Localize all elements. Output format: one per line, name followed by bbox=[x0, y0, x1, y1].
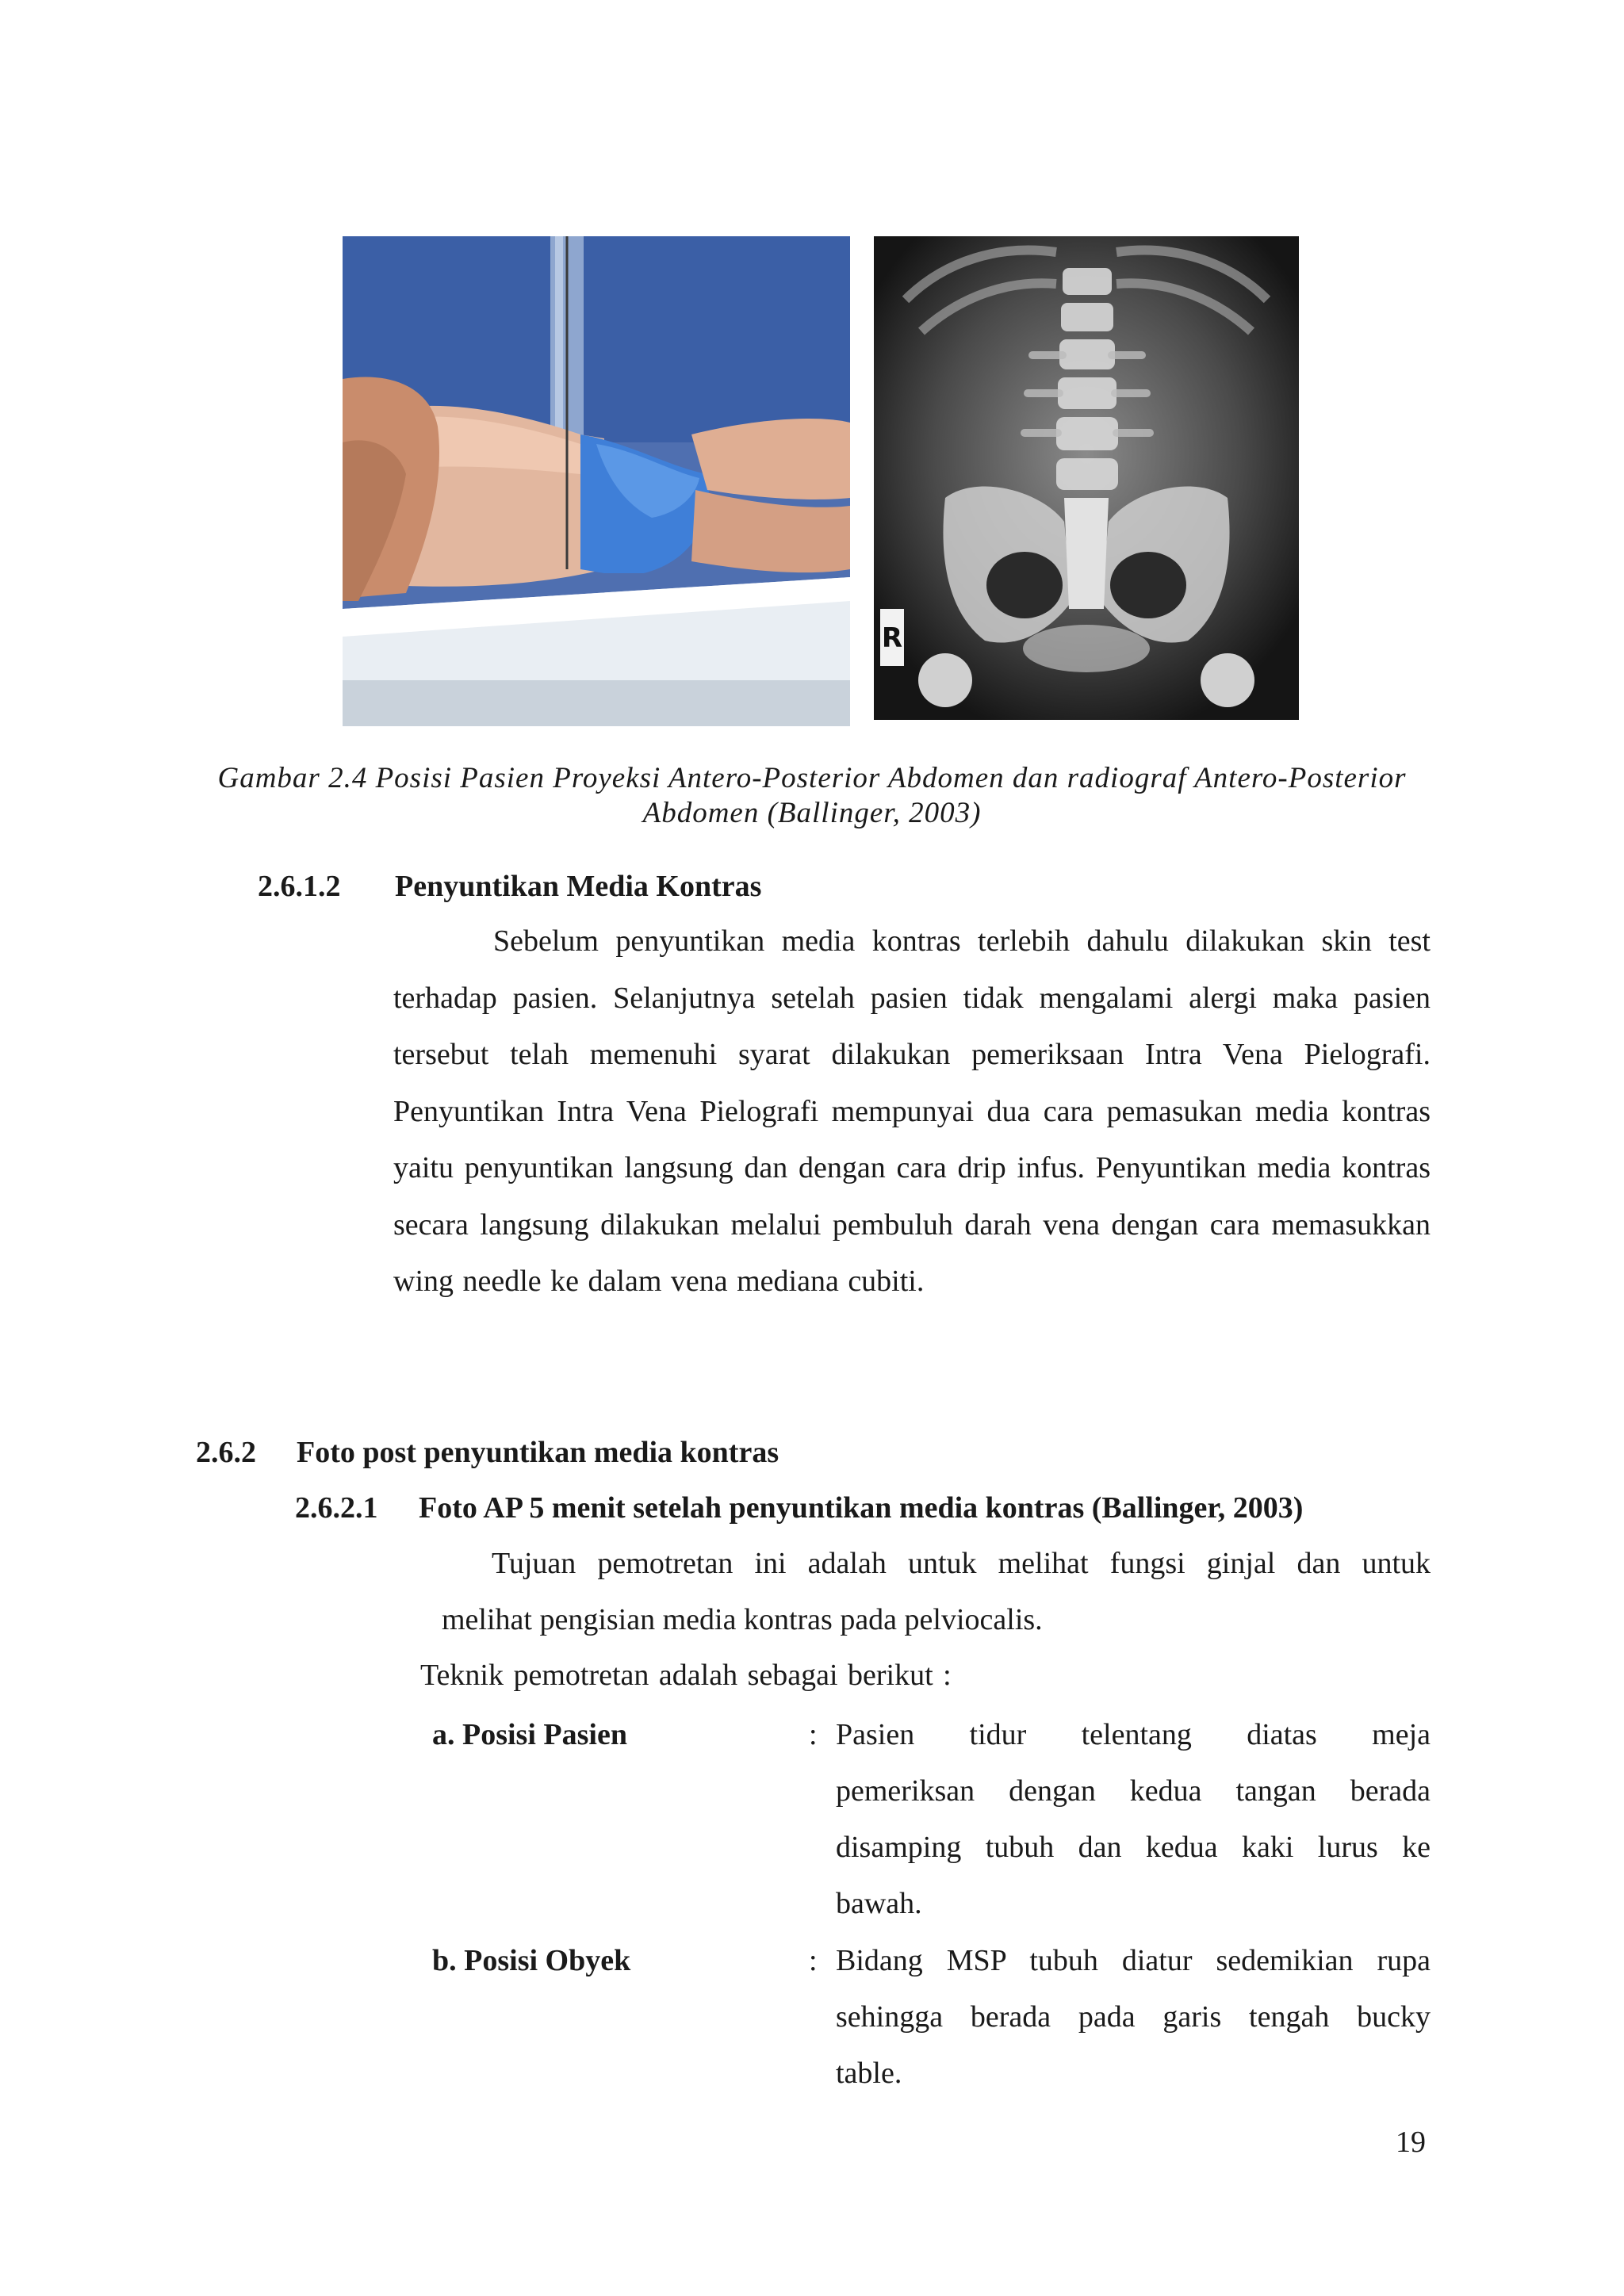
item-a-line-1: Pasien tidur telentang diatas meja bbox=[836, 1718, 1431, 1751]
xray-side-marker: R bbox=[881, 622, 903, 654]
section-2612-paragraph: Sebelum penyuntikan media kontras terlebih dahulu dilakukan skin test terhadap pasien. Selanjutnya setelah pasien tidak mengalami alergi maka pasien tersebut telah memenuhi syarat dilakukan pemeriksaan Intra Vena Pielografi. Penyuntikan Intra Vena Pielografi mempunyai dua cara pemasukan media kontras yaitu penyuntikan langsung dan dengan cara drip infus. Penyuntikan media kontras secara langsung dilakukan melalui pembuluh darah vena dengan cara memasukkan wing needle ke dalam vena mediana cubiti. bbox=[393, 924, 1431, 1298]
section-262-title: Foto post penyuntikan media kontras bbox=[297, 1436, 779, 1469]
section-262-number: 2.6.2 bbox=[196, 1436, 256, 1469]
figure-caption-line-1: Gambar 2.4 Posisi Pasien Proyeksi Antero-Posterior Abdomen dan radiograf Antero-Posterior bbox=[217, 762, 1407, 794]
item-a-line-3: disamping tubuh dan kedua kaki lurus ke bbox=[836, 1831, 1431, 1864]
patient-position-photo bbox=[343, 236, 850, 726]
item-b-line-2: sehingga berada pada garis tengah bucky bbox=[836, 2000, 1431, 2034]
item-a-line-2: pemeriksan dengan kedua tangan berada bbox=[836, 1774, 1431, 1808]
item-a-label: a. Posisi Pasien bbox=[432, 1718, 627, 1751]
item-a-separator: : bbox=[809, 1718, 818, 1751]
figure-caption-line-2: Abdomen (Ballinger, 2003) bbox=[642, 797, 982, 829]
item-b-separator: : bbox=[809, 1944, 818, 1977]
xray-illustration bbox=[874, 236, 1299, 720]
section-2621-intro-line-2: melihat pengisian media kontras pada pelviocalis. bbox=[442, 1603, 1043, 1636]
section-2612-number: 2.6.1.2 bbox=[258, 870, 341, 903]
section-2612-title: Penyuntikan Media Kontras bbox=[395, 870, 762, 903]
item-b-label: b. Posisi Obyek bbox=[432, 1944, 631, 1977]
section-2621-title: Foto AP 5 menit setelah penyuntikan media kontras (Ballinger, 2003) bbox=[419, 1491, 1304, 1525]
item-b-line-1: Bidang MSP tubuh diatur sedemikian rupa bbox=[836, 1944, 1431, 1977]
item-a-line-4: bawah. bbox=[836, 1887, 922, 1920]
page-number: 19 bbox=[1396, 2126, 1426, 2159]
technique-intro: Teknik pemotretan adalah sebagai berikut : bbox=[420, 1659, 952, 1692]
section-2621-intro-line-1: Tujuan pemotretan ini adalah untuk melihat fungsi ginjal dan untuk bbox=[492, 1547, 1431, 1580]
patient-illustration bbox=[343, 236, 850, 726]
section-2621-number: 2.6.2.1 bbox=[295, 1491, 378, 1525]
item-b-line-3: table. bbox=[836, 2057, 902, 2090]
abdomen-ap-radiograph bbox=[874, 236, 1299, 720]
